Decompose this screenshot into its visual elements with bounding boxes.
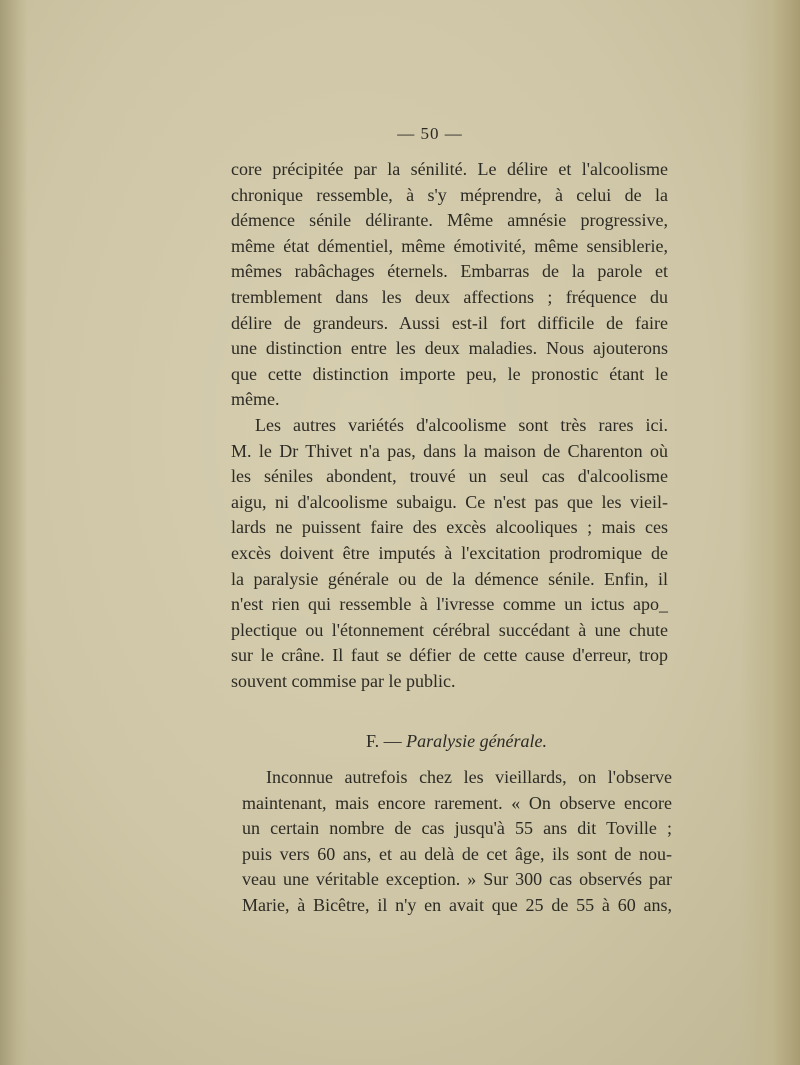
text-line: chronique ressemble, à s'y méprendre, à celui de la <box>231 184 668 205</box>
text-line: Marie, à Bicêtre, il n'y en avait que 25 de 55 à 60 ans, <box>242 894 672 915</box>
text-line: la paralysie générale ou de la démence sénile. Enfin, il <box>231 568 668 589</box>
text-line: aigu, ni d'alcoolisme subaigu. Ce n'est pas que les vieil- <box>231 491 668 512</box>
page-number: — 50 — <box>397 124 463 143</box>
text-line: même. <box>231 389 280 410</box>
text-line: plectique ou l'étonnement cérébral succédant à une chute <box>231 619 668 640</box>
text-line: puis vers 60 ans, et au delà de cet âge, ils sont de nou- <box>242 843 672 864</box>
text-line: n'est rien qui ressemble à l'ivresse comme un ictus apo_ <box>231 594 668 615</box>
paragraph-alcoholism-dementia <box>231 157 668 413</box>
text-line: les séniles abondent, trouvé un seul cas d'alcoolisme <box>231 466 668 487</box>
text-line: souvent commise par le public. <box>231 670 456 691</box>
page-left-edge <box>0 0 28 1065</box>
text-line: délire de grandeurs. Aussi est-il fort difficile de faire <box>231 312 668 333</box>
text-line: démence sénile délirante. Même amnésie progressive, <box>231 210 668 231</box>
text-line: même état démentiel, même émotivité, même sensiblerie, <box>231 235 668 256</box>
text-line: lards ne puissent faire des excès alcooliques ; mais ces <box>231 517 668 538</box>
text-line: sur le crâne. Il faut se défier de cette cause d'erreur, trop <box>231 645 668 666</box>
text-line: core précipitée par la sénilité. Le délire et l'alcoolisme <box>231 159 668 179</box>
section-heading-prefix: F. — <box>366 731 407 751</box>
section-heading <box>366 731 547 752</box>
text-line: un certain nombre de cas jusqu'à 55 ans dit Toville ; <box>242 818 672 839</box>
text-line: Inconnue autrefois chez les vieillards, on l'observe <box>266 767 672 787</box>
page-right-edge <box>740 0 800 1065</box>
text-line: M. le Dr Thivet n'a pas, dans la maison de Charenton où <box>231 440 668 461</box>
text-line: tremblement dans les deux affections ; fréquence du <box>231 286 668 307</box>
text-line: que cette distinction importe peu, le pronostic étant le <box>231 363 668 384</box>
paragraph-general-paralysis <box>242 765 672 919</box>
text-line: une distinction entre les deux maladies. Nous ajouterons <box>231 338 668 359</box>
text-line: veau une véritable exception. » Sur 300 cas observés par <box>242 869 672 890</box>
section-heading-title: Paralysie générale. <box>406 731 548 751</box>
text-line: maintenant, mais encore rarement. « On observe encore <box>242 792 672 813</box>
text-line: Les autres variétés d'alcoolisme sont très rares ici. <box>255 415 668 435</box>
paragraph-other-varieties <box>231 413 668 695</box>
text-line: mêmes rabâchages éternels. Embarras de la parole et <box>231 261 668 282</box>
text-line: excès doivent être imputés à l'excitation prodromique de <box>231 542 668 563</box>
